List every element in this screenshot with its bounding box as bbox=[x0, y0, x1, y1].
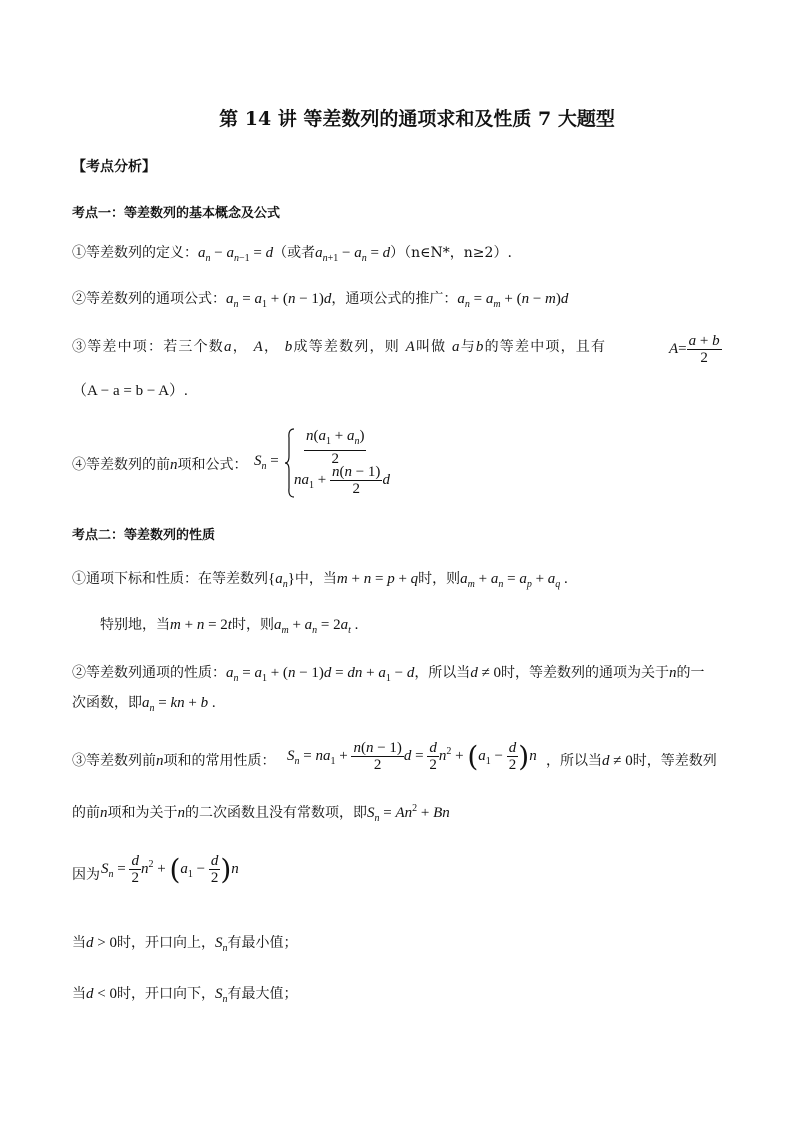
case1-condition: d > 0 bbox=[86, 935, 117, 951]
subscript-condition: m + n = p + q bbox=[336, 571, 419, 587]
definition-formula: $a_n - a_{n-1} = d$ bbox=[198, 245, 274, 264]
page-title: 第 14 讲 等差数列的通项求和及性质 7 大题型 bbox=[219, 108, 615, 130]
sum-formula-1: $\frac{n(a_1 + a_n)}{2}$ bbox=[306, 428, 365, 467]
case2-c: 有最大值； bbox=[227, 986, 298, 1002]
sum-property-line2 bbox=[72, 800, 450, 828]
mean-var-A2: A bbox=[405, 339, 416, 355]
general-term-label: ②等差数列的通项公式： bbox=[72, 291, 226, 307]
sum-prop-line2c: 的二次函数且没有常数项，即 bbox=[185, 805, 367, 821]
general-term-formula: $a_n = a_1 + (n - 1)d$ bbox=[226, 291, 332, 310]
term-linear-form: $a_n$ = kn + b . bbox=[142, 695, 216, 714]
sum-prop-line2b: 项和为关于 bbox=[107, 805, 178, 821]
special-condition: m + n = 2t bbox=[170, 617, 232, 633]
special-a: 特别地，当 bbox=[100, 617, 170, 633]
mean-text-c: 成等差数列，则 bbox=[293, 339, 400, 355]
sum-property-formula: $S_n = na_1$ + $\frac{n(n - 1)}{2}$ d = $\frac{d}{2}$ $n^2 + (a_1$ − $\frac{d}{2}$ )n bbox=[287, 740, 537, 773]
mean-text-f: 的等差中项，且有 bbox=[484, 339, 607, 355]
case2-b: 时，开口向下， bbox=[116, 986, 215, 1002]
case1-a: 当 bbox=[72, 935, 86, 951]
sum-prop-mid: ，所以当 bbox=[546, 753, 602, 769]
subscript-mid2: 时，则 bbox=[418, 571, 461, 587]
definition-label: ①等差数列的定义： bbox=[72, 245, 198, 261]
term-end: 的一 bbox=[676, 665, 705, 681]
term-property-line bbox=[72, 664, 705, 688]
sum-prop-mid2: 时，等差数列 bbox=[632, 753, 717, 769]
point1-heading: 考点一：等差数列的基本概念及公式 bbox=[72, 206, 281, 221]
mean-var-b2: b bbox=[475, 339, 485, 355]
term-property-line2 bbox=[72, 694, 216, 718]
mean-text-a: ③等差中项：若三个数 bbox=[72, 339, 224, 355]
mean-var-A: A bbox=[253, 339, 264, 355]
sum-lhs: $S_n$ = bbox=[254, 453, 279, 472]
term-label: ②等差数列通项的性质： bbox=[72, 665, 226, 681]
term-formula: $a_n = a_1 + (n - 1)d$ = dn + $a_1 - d$ bbox=[226, 665, 415, 684]
mean-var-a2: a bbox=[452, 339, 461, 355]
special-b: 时，则 bbox=[231, 617, 274, 633]
special-result: $a_m + a_n = 2a_t$ . bbox=[273, 617, 359, 636]
sum-label-b: 项和公式： bbox=[177, 457, 248, 473]
sum-prop-var-n: n bbox=[156, 753, 164, 769]
definition-alt-label: （或者 bbox=[273, 245, 316, 261]
general-term-line bbox=[72, 290, 568, 314]
term-condition: d ≠ 0 bbox=[470, 665, 502, 681]
sum-prop-quadratic: $S_n = An^2 + Bn$ bbox=[367, 803, 450, 824]
sum-property-tail bbox=[546, 752, 717, 770]
case1-b: 时，开口向上， bbox=[116, 935, 215, 951]
sum-prop-condition: d ≠ 0 bbox=[602, 753, 633, 769]
case2-a: 当 bbox=[72, 986, 86, 1002]
mean-alt-formula: （A − a = b − A）. bbox=[72, 383, 188, 399]
mean-var-a: a bbox=[224, 339, 233, 355]
mean-var-b: b bbox=[284, 339, 294, 355]
subscript-sum-line bbox=[72, 570, 568, 594]
mean-text-e: 与 bbox=[460, 339, 476, 355]
case1-c: 有最小值； bbox=[227, 935, 298, 951]
case2-condition: d < 0 bbox=[86, 986, 117, 1002]
mean-text-b2: ， bbox=[263, 339, 280, 355]
sum-label-a: ④等差数列的前 bbox=[72, 457, 170, 473]
term-line2-label: 次函数，即 bbox=[72, 695, 142, 711]
definition-alt-formula: $a_{n+1} - a_n = d$ bbox=[315, 245, 391, 264]
section-analysis-heading: 【考点分析】 bbox=[72, 159, 156, 175]
mean-text-b: ， bbox=[232, 339, 248, 355]
case-upward-line bbox=[72, 934, 297, 958]
sum-prop-var-n2: n bbox=[100, 805, 108, 821]
sum-formula-2: $na_1$ + $\frac{n(n - 1)}{2}$ d bbox=[294, 464, 390, 497]
special-case-line bbox=[100, 616, 358, 640]
sum-formula-label bbox=[72, 456, 248, 474]
definition-line bbox=[72, 244, 512, 268]
sum-prop-label: ③等差数列前 bbox=[72, 753, 156, 769]
point2-heading: 考点二：等差数列的性质 bbox=[72, 528, 216, 543]
sum-prop-label2: 项和的常用性质： bbox=[163, 753, 276, 769]
subscript-mid: 中，当 bbox=[294, 571, 337, 587]
case2-sn: $S_n$ bbox=[214, 986, 228, 1005]
because-label: 因为 bbox=[72, 867, 100, 883]
subscript-result: $a_m + a_n = a_p + a_q$ . bbox=[460, 571, 568, 590]
general-term-extension-formula: $a_n = a_m + (n - m)d$ bbox=[457, 291, 569, 310]
term-mid2: 时，等差数列的通项为关于 bbox=[501, 665, 670, 681]
case-downward-line bbox=[72, 985, 297, 1009]
mean-text-d: 叫做 bbox=[415, 339, 447, 355]
mean-formula: A= $\frac{a + b}{2}$ bbox=[669, 333, 720, 366]
definition-condition: ）（n∈N*，n≥2）. bbox=[390, 245, 512, 261]
term-var-n: n bbox=[669, 665, 677, 681]
general-term-extension-label: ，通项公式的推广： bbox=[331, 291, 458, 307]
term-mid: ，所以当 bbox=[414, 665, 471, 681]
sequence-symbol: $\{a_n\}$ bbox=[268, 571, 295, 590]
sum-prop-line2a: 的前 bbox=[72, 805, 100, 821]
sum-prop-var-n3: n bbox=[177, 805, 185, 821]
sum-var-n: n bbox=[170, 457, 178, 473]
arithmetic-mean-line bbox=[72, 338, 606, 356]
subscript-label: ①通项下标和性质：在等差数列 bbox=[72, 571, 268, 587]
because-formula: $S_n$ = $\frac{d}{2}$ $n^2 + (a_1$ − $\frac{d}{2}$ )n bbox=[101, 853, 239, 886]
case1-sn: $S_n$ bbox=[214, 935, 228, 954]
sum-property-line-label bbox=[72, 752, 276, 770]
